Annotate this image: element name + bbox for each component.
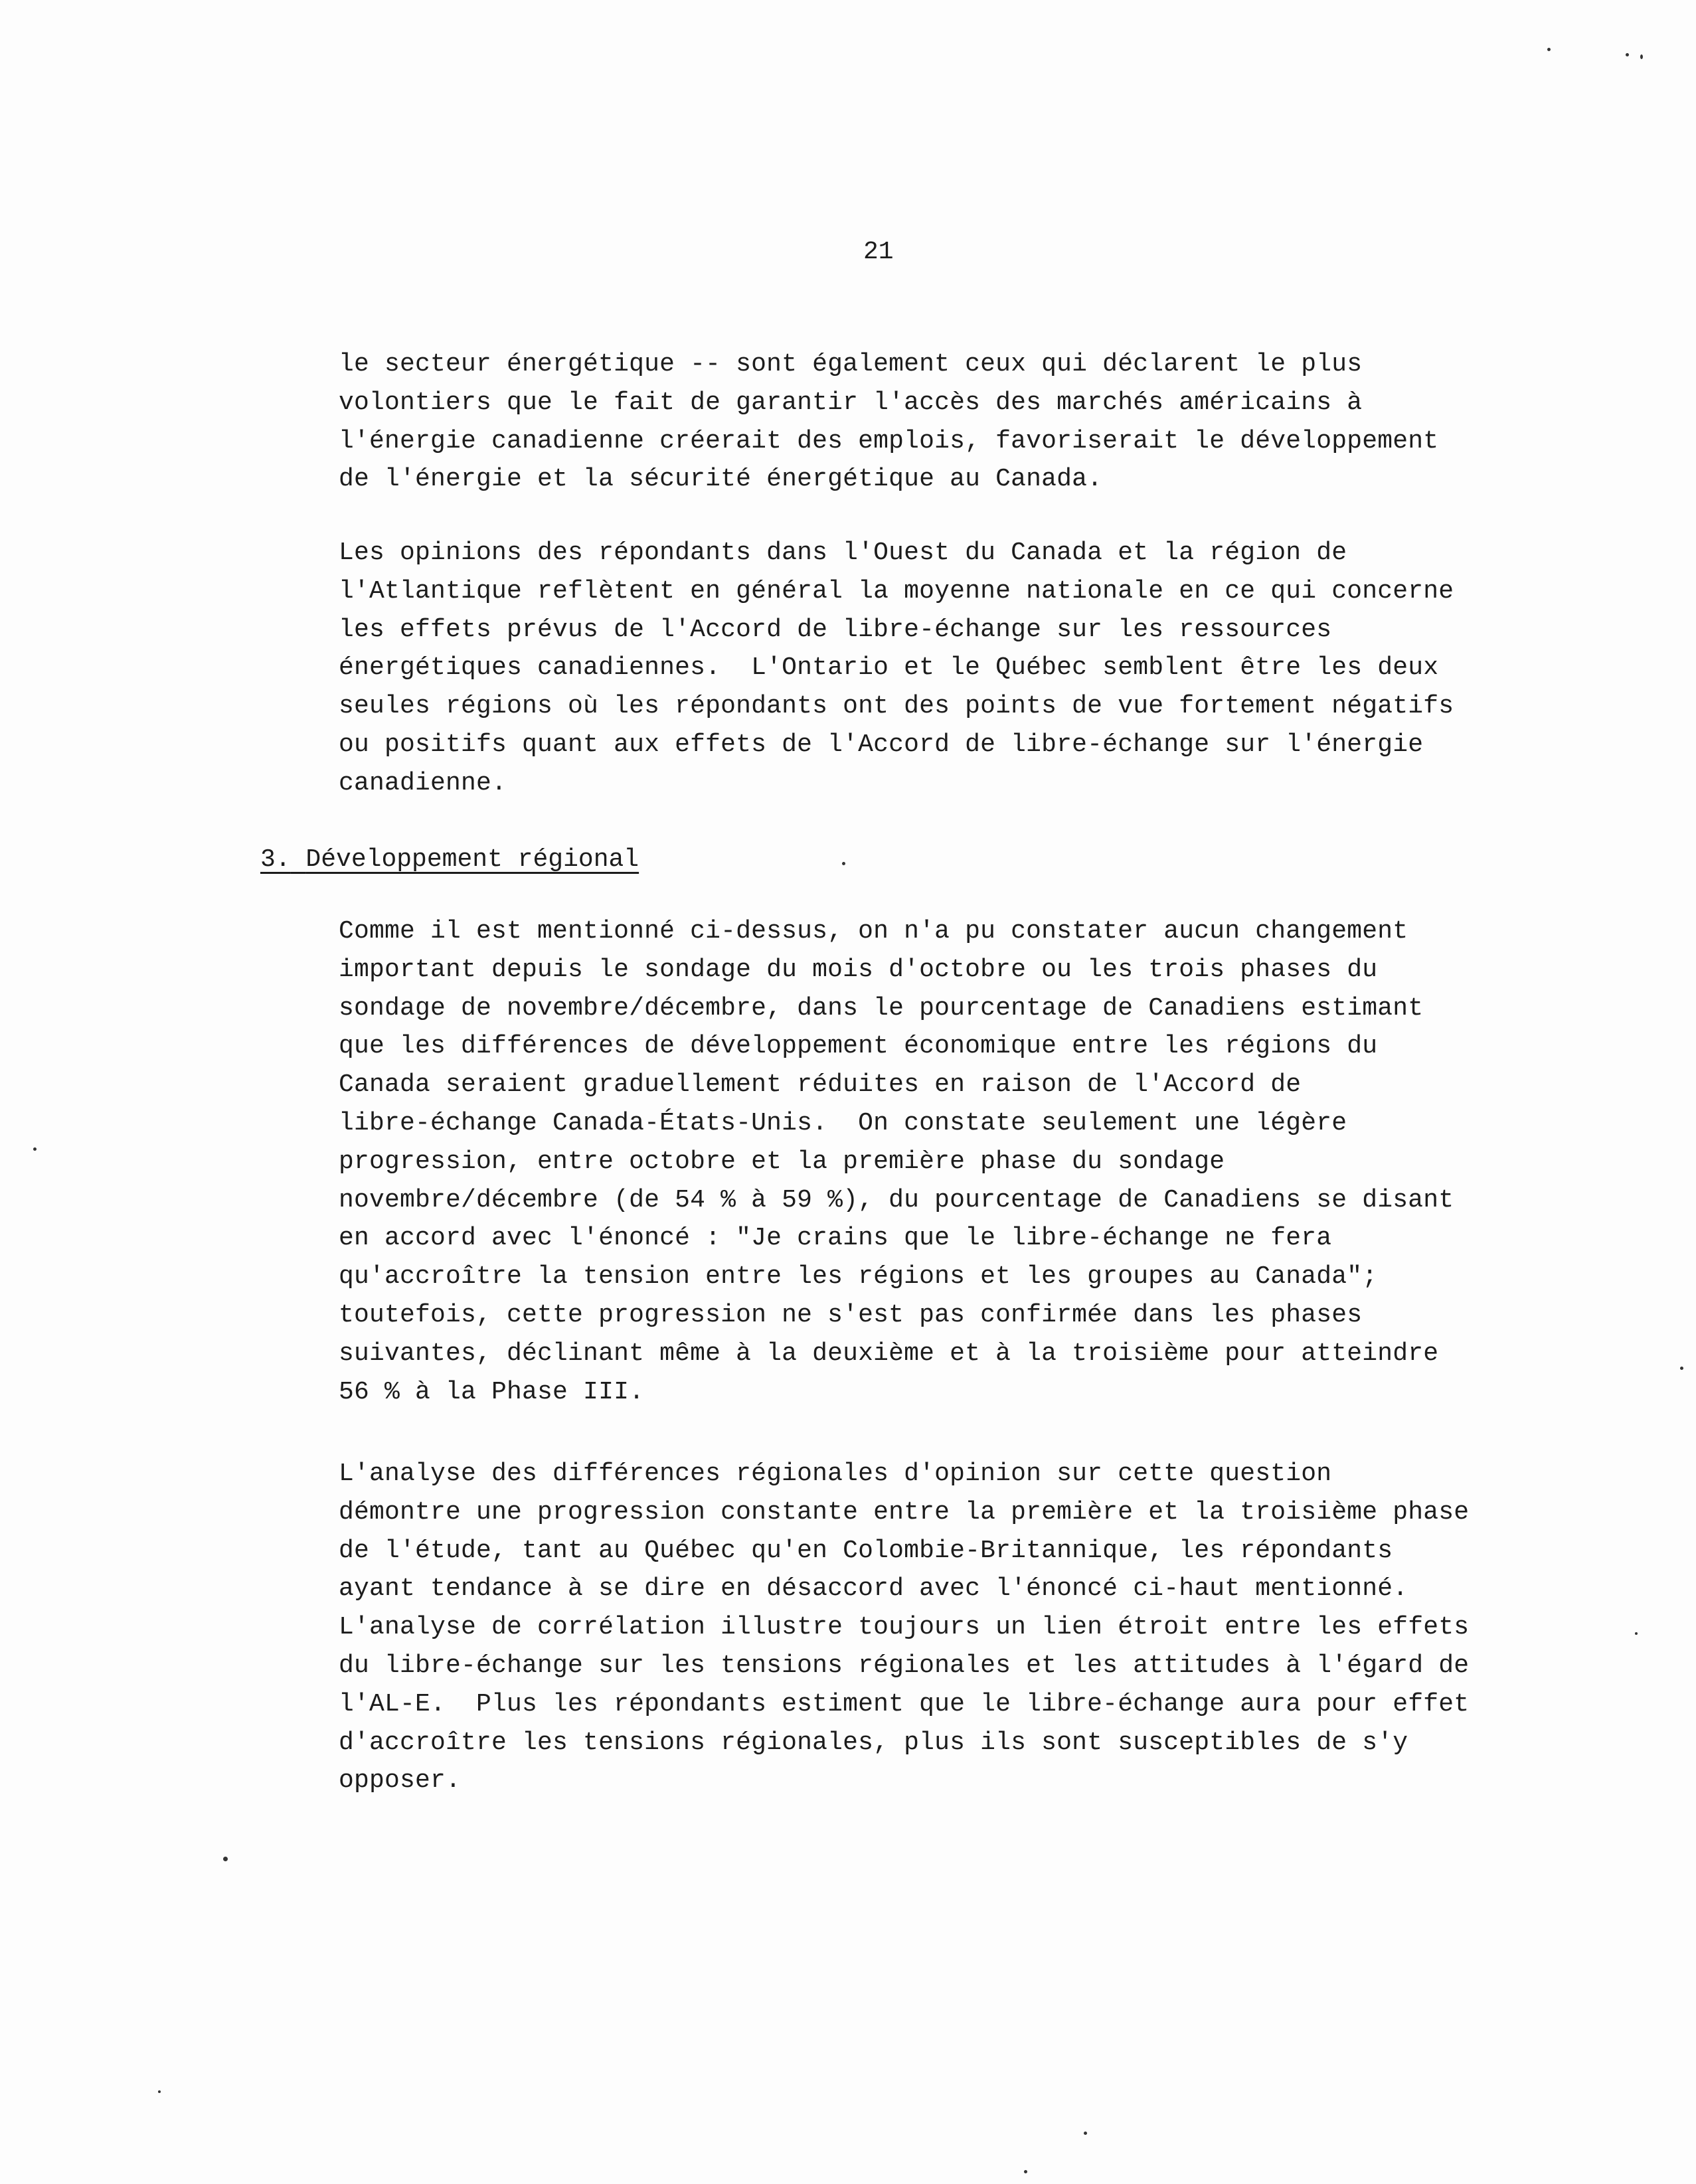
text-line: énergétiques canadiennes. L'Ontario et le Québec semblent être les deux	[339, 653, 1439, 683]
text-line: canadienne.	[339, 768, 507, 798]
text-line: le secteur énergétique -- sont également ceux qui déclarent le plus	[339, 350, 1363, 378]
text-line: Comme il est mentionné ci-dessus, on n'a pu constater aucun changement	[339, 917, 1408, 946]
text-line: ayant tendance à se dire en désaccord avec l'énoncé ci-haut mentionné.	[339, 1574, 1408, 1604]
text-line: libre-échange Canada-États-Unis. On constate seulement une légère	[339, 1108, 1347, 1137]
section-heading	[260, 841, 639, 879]
scan-speck	[33, 1147, 37, 1151]
scan-speck	[1547, 48, 1551, 51]
scan-speck	[1024, 2170, 1027, 2173]
page-number: 21	[863, 238, 894, 266]
text-line: seules régions où les répondants ont des points de vue fortement négatifs	[339, 692, 1454, 721]
paragraph	[339, 534, 1487, 803]
text-line: démontre une progression constante entre la première et la troisième phase	[339, 1497, 1470, 1527]
scan-speck	[1084, 2132, 1087, 2135]
text-line: L'analyse des différences régionales d'opinion sur cette question	[339, 1460, 1332, 1488]
text-line: d'accroître les tensions régionales, plus ils sont susceptibles de s'y	[339, 1728, 1408, 1757]
text-line: en accord avec l'énoncé : "Je crains que le libre-échange ne fera	[339, 1224, 1332, 1253]
scan-speck	[1626, 53, 1629, 56]
scan-speck	[158, 2090, 161, 2093]
text-line: novembre/décembre (de 54 % à 59 %), du pourcentage de Canadiens se disant	[339, 1185, 1454, 1215]
text-line: important depuis le sondage du mois d'octobre ou les trois phases du	[339, 955, 1378, 984]
scan-speck	[842, 862, 845, 865]
text-line: l'Atlantique reflètent en général la moyenne nationale en ce qui concerne	[339, 576, 1454, 606]
text-line: que les différences de développement économique entre les régions du	[339, 1032, 1378, 1061]
text-line: L'analyse de corrélation illustre toujours un lien étroit entre les effets	[339, 1613, 1470, 1642]
text-line: qu'accroître la tension entre les régions et les groupes au Canada";	[339, 1262, 1378, 1292]
paragraph	[339, 1455, 1487, 1800]
section-title: Développement régional	[305, 845, 639, 874]
text-line: ou positifs quant aux effets de l'Accord de libre-échange sur l'énergie	[339, 730, 1424, 759]
scan-speck	[223, 1857, 228, 1861]
text-line: du libre-échange sur les tensions régionales et les attitudes à l'égard de	[339, 1651, 1470, 1680]
section-number: 3.	[260, 845, 291, 874]
text-line: opposer.	[339, 1766, 462, 1796]
scan-speck	[1635, 1632, 1638, 1635]
text-line: volontiers que le fait de garantir l'accès des marchés américains à	[339, 388, 1363, 417]
scan-speck	[1640, 54, 1643, 59]
text-line: toutefois, cette progression ne s'est pas confirmée dans les phases	[339, 1300, 1363, 1329]
paragraph	[339, 912, 1487, 1411]
scan-speck	[1680, 1367, 1683, 1370]
text-line: de l'étude, tant au Québec qu'en Colombie-Britannique, les répondants	[339, 1536, 1393, 1565]
text-line: Canada seraient graduellement réduites en raison de l'Accord de	[339, 1070, 1302, 1100]
text-line: les effets prévus de l'Accord de libre-échange sur les ressources	[339, 615, 1332, 644]
text-line: 56 % à la Phase III.	[339, 1377, 645, 1406]
text-line: sondage de novembre/décembre, dans le pourcentage de Canadiens estimant	[339, 993, 1424, 1023]
text-line: Les opinions des répondants dans l'Ouest du Canada et la région de	[339, 539, 1347, 567]
text-line: de l'énergie et la sécurité énergétique au Canada.	[339, 465, 1103, 494]
paragraph	[339, 345, 1487, 499]
text-line: l'énergie canadienne créerait des emplois, favoriserait le développement	[339, 426, 1439, 456]
text-line: progression, entre octobre et la première phase du sondage	[339, 1147, 1225, 1176]
text-line: l'AL-E. Plus les répondants estiment que le libre-échange aura pour effet	[339, 1689, 1470, 1719]
text-line: suivantes, déclinant même à la deuxième et à la troisième pour atteindre	[339, 1339, 1439, 1368]
